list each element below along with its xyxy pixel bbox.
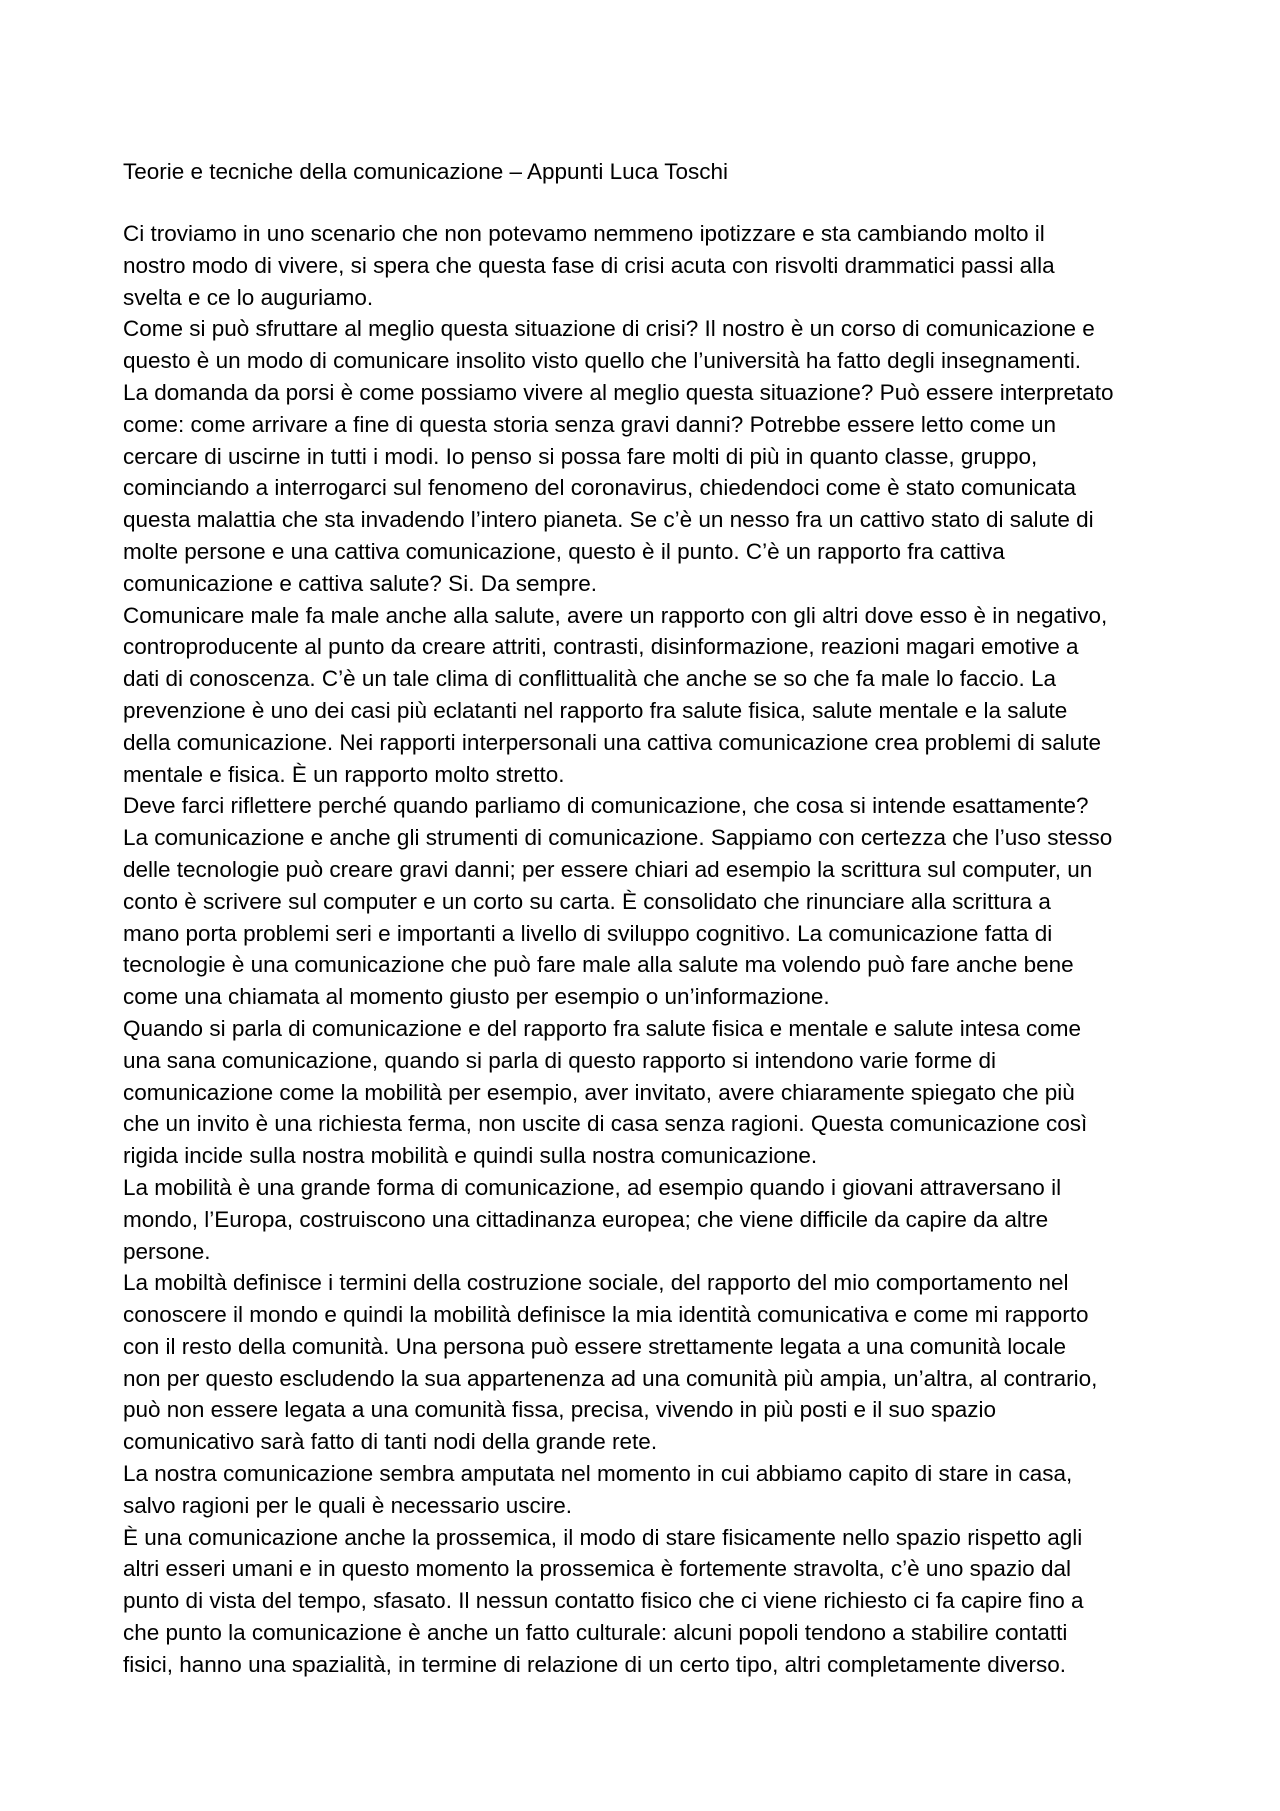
body-text-line: tecnologie è una comunicazione che può fare male alla salute ma volendo può fare anche bene [123,952,1074,978]
body-text-line: cominciando a interrogarci sul fenomeno del coronavirus, chiedendoci come è stato comunicata [123,475,1077,501]
body-text-line: La comunicazione e anche gli strumenti di comunicazione. Sappiamo con certezza che l’uso stesso [123,825,1113,851]
body-text-line: rigida incide sulla nostra mobilità e quindi sulla nostra comunicazione. [123,1143,818,1169]
document-body [123,218,1183,1681]
body-text-line: mondo, l’Europa, costruiscono una cittadinanza europea; che viene difficile da capire da altre [123,1206,1049,1232]
body-text-line: comunicazione e cattiva salute? Si. Da sempre. [123,570,597,596]
body-text-line: fisici, hanno una spazialità, in termine di relazione di un certo tipo, altri completamente diverso. [123,1651,1066,1677]
body-text-line: cercare di uscirne in tutti i modi. Io penso si possa fare molti di più in quanto classe, gruppo, [123,443,1038,469]
body-text-line: È una comunicazione anche la prossemica, il modo di stare fisicamente nello spazio rispetto agli [123,1524,1083,1550]
document-title: Teorie e tecniche della comunicazione – Appunti Luca Toschi [123,159,728,184]
body-text-line: come: come arrivare a fine di questa storia senza gravi danni? Potrebbe essere letto come un [123,411,1057,437]
body-text-line: comunicativo sarà fatto di tanti nodi della grande rete. [123,1429,658,1455]
body-text-line: mano porta problemi seri e importanti a livello di sviluppo cognitivo. La comunicazione fatta di [123,920,1053,946]
body-text-line: conoscere il mondo e quindi la mobilità definisce la mia identità comunicativa e come mi rapporto [123,1302,1089,1328]
body-text-line: comunicazione come la mobilità per esempio, aver invitato, avere chiaramente spiegato che più [123,1079,1075,1105]
body-text-line: dati di conoscenza. C’è un tale clima di conflittualità che anche se so che fa male lo faccio. La [123,666,1057,692]
body-text-line: La domanda da porsi è come possiamo vivere al meglio questa situazione? Può essere interpretato [123,379,1114,405]
body-text-line: svelta e ce lo auguriamo. [123,284,374,310]
body-text-line: non per questo escludendo la sua appartenenza ad una comunità più ampia, un’altra, al contrario, [123,1365,1098,1391]
body-text-line: punto di vista del tempo, sfasato. Il nessun contatto fisico che ci viene richiesto ci fa capire fino a [123,1588,1084,1614]
body-text-line: persone. [123,1238,211,1264]
body-text-line: della comunicazione. Nei rapporti interpersonali una cattiva comunicazione crea problemi di salute [123,729,1102,755]
body-text-line: come una chiamata al momento giusto per esempio o un’informazione. [123,984,830,1010]
body-text-line: nostro modo di vivere, si spera che questa fase di crisi acuta con risvolti drammatici passi alla [123,252,1055,278]
body-text-line: che punto la comunicazione è anche un fatto culturale: alcuni popoli tendono a stabilire contatti [123,1620,1068,1646]
body-text-line: può non essere legata a una comunità fissa, precisa, vivendo in più posti e il suo spazio [123,1397,997,1423]
body-text-line: La nostra comunicazione sembra amputata nel momento in cui abbiamo capito di stare in casa, [123,1461,1073,1487]
body-text-line: questa malattia che sta invadendo l’intero pianeta. Se c’è un nesso fra un cattivo stato di salute di [123,507,1094,533]
body-text-line: molte persone e una cattiva comunicazione, questo è il punto. C’è un rapporto fra cattiva [123,538,1005,564]
body-text-line: Ci troviamo in uno scenario che non potevamo nemmeno ipotizzare e sta cambiando molto il [123,221,1045,246]
body-text-line: Deve farci riflettere perché quando parliamo di comunicazione, che cosa si intende esattamente? [123,793,1089,819]
body-text-line: controproducente al punto da creare attriti, contrasti, disinformazione, reazioni magari emotive a [123,634,1079,660]
body-text-line: Come si può sfruttare al meglio questa situazione di crisi? Il nostro è un corso di comunicazione e [123,316,1095,342]
body-text-line: La mobilità è una grande forma di comunicazione, ad esempio quando i giovani attraversano il [123,1174,1062,1200]
body-text-line: mentale e fisica. È un rapporto molto stretto. [123,761,565,787]
body-text-line: conto è scrivere sul computer e un corto su carta. È consolidato che rinunciare alla scrittura a [123,888,1051,914]
body-text-line: che un invito è una richiesta ferma, non uscite di casa senza ragioni. Questa comunicazione così [123,1111,1088,1137]
body-text-line: delle tecnologie può creare gravi danni; per essere chiari ad esempio la scrittura sul computer, un [123,856,1093,882]
body-text-line: prevenzione è uno dei casi più eclatanti nel rapporto fra salute fisica, salute mentale e la salute [123,697,1068,723]
body-text-line: una sana comunicazione, quando si parla di questo rapporto si intendono varie forme di [123,1047,997,1073]
body-text-line: questo è un modo di comunicare insolito visto quello che l’università ha fatto degli insegnamenti. [123,348,1082,374]
body-text-line: altri esseri umani e in questo momento la prossemica è fortemente stravolta, c’è uno spazio dal [123,1556,1071,1582]
body-text-line: Comunicare male fa male anche alla salute, avere un rapporto con gli altri dove esso è in negativo, [123,602,1108,628]
body-text-line: salvo ragioni per le quali è necessario uscire. [123,1492,572,1518]
body-text-line: con il resto della comunità. Una persona può essere strettamente legata a una comunità locale [123,1333,1067,1359]
body-text-line: Quando si parla di comunicazione e del rapporto fra salute fisica e mentale e salute intesa come [123,1015,1082,1041]
body-text-line: La mobiltà definisce i termini della costruzione sociale, del rapporto del mio comportamento nel [123,1270,1069,1296]
